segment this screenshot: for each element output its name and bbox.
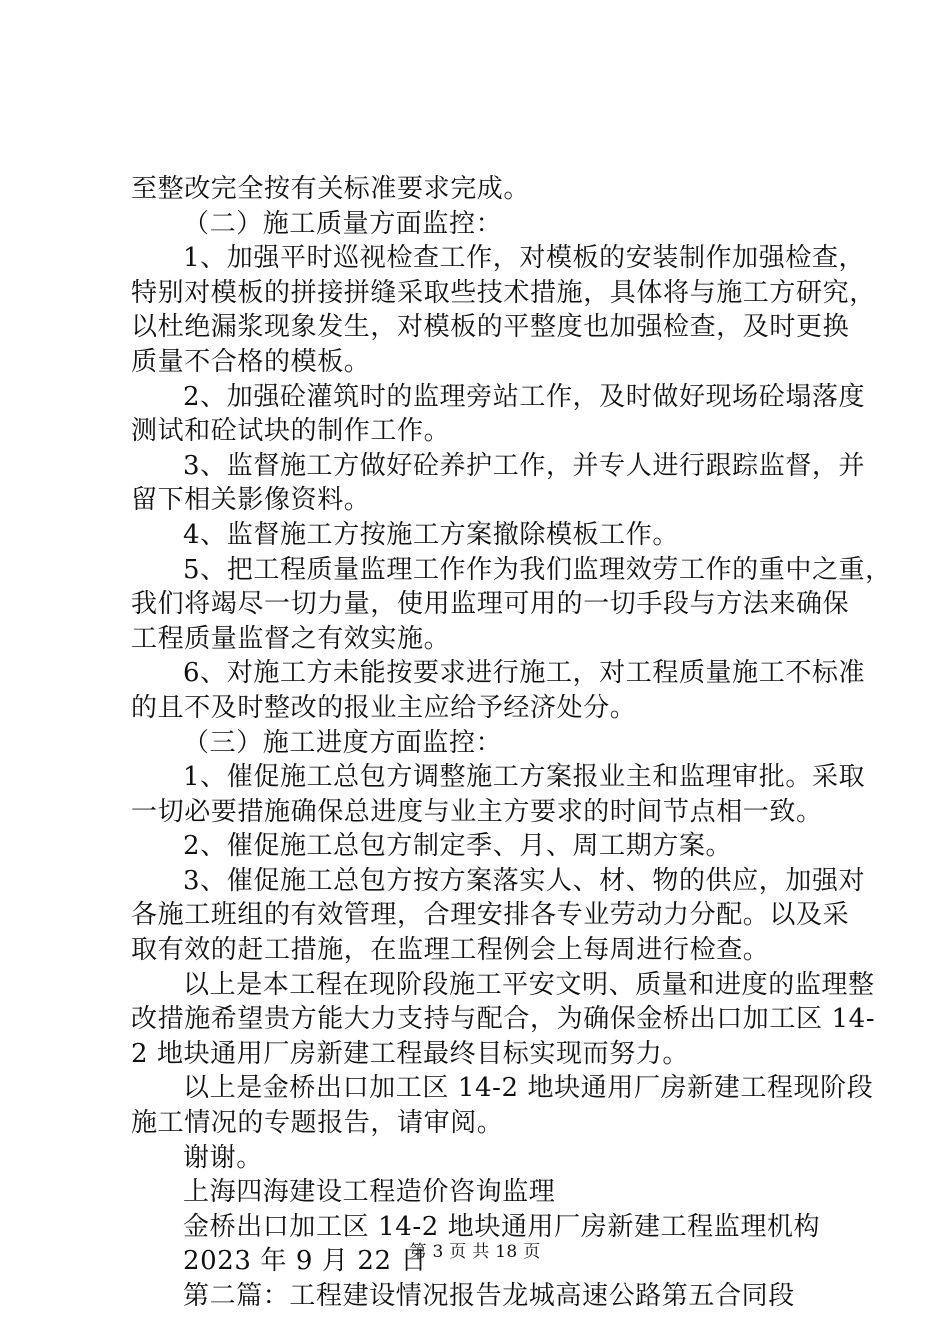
text-line: （三）施工进度方面监控： (183, 727, 503, 758)
text-line: 5、把工程质量监理工作作为我们监理效劳工作的重中之重， (183, 554, 892, 585)
text-line: 2 地块通用厂房新建工程最终目标实现而努力。 (131, 1038, 690, 1069)
text-line: 上海四海建设工程造价咨询监理 (183, 1177, 556, 1208)
text-line: 质量不合格的模板。 (131, 346, 371, 377)
text-line: 6、对施工方未能按要求进行施工，对工程质量施工不标准 (183, 658, 866, 689)
text-line: 1、催促施工总包方调整施工方案报业主和监理审批。采取 (183, 762, 866, 793)
text-line: 至整改完全按有关标准要求完成。 (131, 174, 531, 204)
text-line: 谢谢。 (183, 1142, 263, 1173)
page-footer: 第 3 页 共 18 页 (409, 1242, 541, 1262)
text-line: 测试和砼试块的制作工作。 (131, 416, 451, 447)
text-line: 留下相关影像资料。 (131, 485, 371, 516)
text-line: 1、加强平时巡视检查工作，对模板的安装制作加强检查， (183, 243, 866, 274)
text-line: 特别对模板的拼接拼缝采取些技术措施，具体将与施工方研究， (131, 277, 876, 308)
text-line: 2、加强砼灌筑时的监理旁站工作，及时做好现场砼塌落度 (183, 381, 866, 412)
text-line: 改措施希望贵方能大力支持与配合，为确保金桥出口加工区 14- (131, 1004, 876, 1035)
text-line: 2023 年 9 月 22 日 (183, 1246, 428, 1277)
text-line: （二）施工质量方面监控： (183, 208, 503, 239)
text-line: 金桥出口加工区 14-2 地块通用厂房新建工程监理机构 (183, 1211, 821, 1242)
text-line: 的且不及时整改的报业主应给予经济处分。 (131, 692, 637, 723)
text-line: 取有效的赶工措施，在监理工程例会上每周进行检查。 (131, 935, 770, 966)
text-line: 施工情况的专题报告，请审阅。 (131, 1108, 504, 1139)
text-line: 第二篇：工程建设情况报告龙城高速公路第五合同段 (183, 1281, 795, 1311)
text-line: 一切必要措施确保总进度与业主方要求的时间节点相一致。 (131, 796, 823, 827)
text-line: 工程质量监督之有效实施。 (131, 623, 451, 654)
text-line: 4、监督施工方按施工方案撤除模板工作。 (183, 519, 679, 550)
text-line: 以上是本工程在现阶段施工平安文明、质量和进度的监理整 (183, 969, 875, 1000)
text-line: 2、催促施工总包方制定季、月、周工期方案。 (183, 831, 733, 862)
text-line: 我们将竭尽一切力量，使用监理可用的一切手段与方法来确保 (131, 589, 850, 620)
text-line: 3、监督施工方做好砼养护工作，并专人进行跟踪监督，并 (183, 450, 866, 481)
text-line: 各施工班组的有效管理，合理安排各专业劳动力分配。以及采 (131, 900, 850, 931)
text-line: 以杜绝漏浆现象发生，对模板的平整度也加强检查，及时更换 (131, 312, 850, 343)
text-line: 3、催促施工总包方按方案落实人、材、物的供应，加强对 (183, 865, 866, 896)
document-body (131, 172, 892, 1314)
text-line: 以上是金桥出口加工区 14-2 地块通用厂房新建工程现阶段 (183, 1073, 874, 1104)
